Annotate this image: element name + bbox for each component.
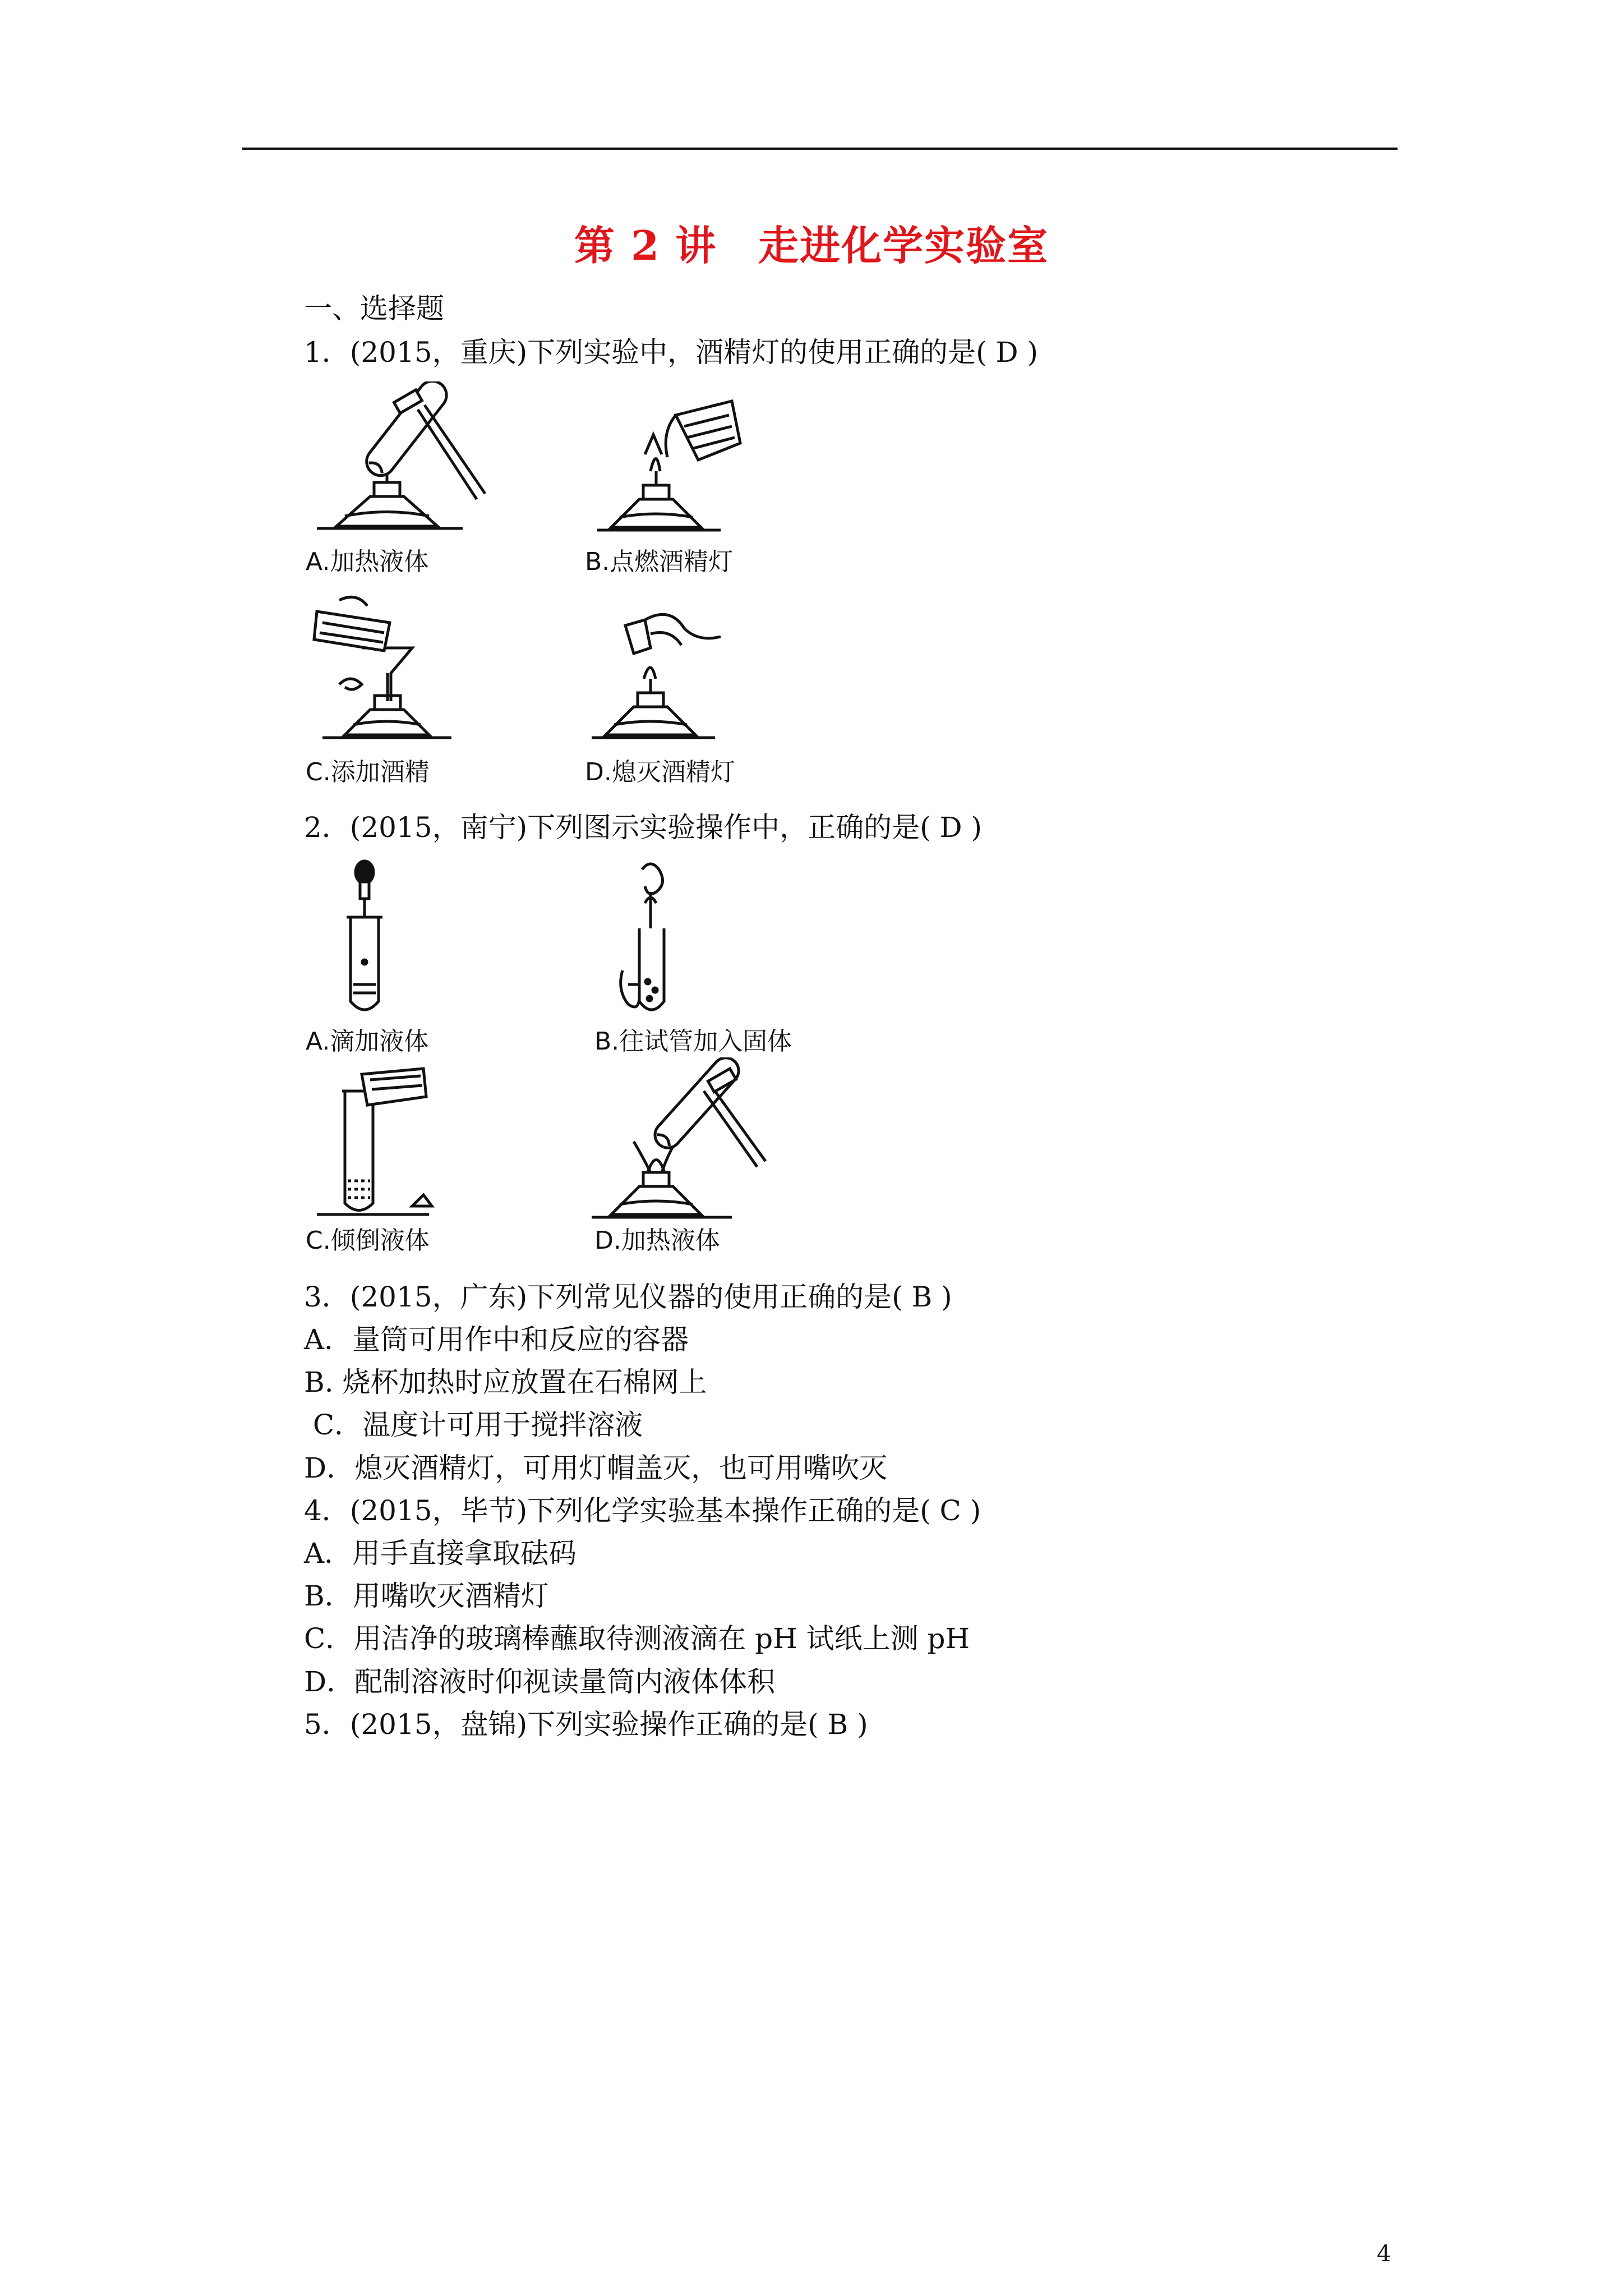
question-4-option-c: C．用洁净的玻璃棒蘸取待测液滴在 pH 试纸上测 pH	[304, 1622, 970, 1655]
question-1-stem: 1．(2015，重庆)下列实验中，酒精灯的使用正确的是( D )	[304, 336, 1038, 369]
figure-1a-heating-liquid	[306, 381, 496, 539]
question-4-stem: 4．(2015，毕节)下列化学实验基本操作正确的是( C )	[304, 1494, 981, 1527]
question-3-option-c: C．温度计可用于搅拌溶液	[304, 1409, 643, 1441]
question-3-option-b: B. 烧杯加热时应放置在石棉网上	[304, 1366, 707, 1398]
question-4-option-a: A．用手直接拿取砝码	[304, 1537, 577, 1570]
question-4-option-b: B．用嘴吹灭酒精灯	[304, 1580, 549, 1612]
figure-2c-pouring-liquid	[311, 1066, 440, 1223]
section-heading: 一、选择题	[304, 292, 444, 325]
question-1-option-b: B.点燃酒精灯	[585, 547, 734, 576]
question-2-option-c: C.倾倒液体	[306, 1226, 430, 1255]
question-1-option-c: C.添加酒精	[306, 758, 430, 786]
figure-2a-dropping-liquid	[331, 858, 398, 1021]
question-2-option-b: B.往试管加入固体	[594, 1027, 792, 1056]
figure-1b-lighting-lamp	[592, 393, 760, 539]
question-3-stem: 3．(2015，广东)下列常见仪器的使用正确的是( B )	[304, 1281, 952, 1313]
header-rule	[242, 148, 1398, 150]
page-number: 4	[1377, 2241, 1391, 2267]
question-1-option-a: A.加热液体	[306, 547, 429, 576]
question-2-option-d: D.加热液体	[594, 1226, 720, 1255]
figure-1c-adding-alcohol	[306, 589, 463, 746]
page-title: 第 2 讲 走进化学实验室	[574, 222, 1049, 269]
question-1-option-d: D.熄灭酒精灯	[585, 758, 735, 786]
question-5-stem: 5．(2015，盘锦)下列实验操作正确的是( B )	[304, 1708, 868, 1741]
question-2-option-a: A.滴加液体	[306, 1027, 429, 1056]
figure-2d-heating-liquid	[586, 1057, 777, 1226]
figure-1d-extinguishing-lamp	[586, 595, 732, 746]
figure-2b-adding-solid	[617, 858, 729, 1021]
question-3-option-a: A．量筒可用作中和反应的容器	[304, 1323, 689, 1356]
question-2-stem: 2．(2015，南宁)下列图示实验操作中，正确的是( D )	[304, 811, 982, 844]
question-3-option-d: D．熄灭酒精灯，可用灯帽盖灭，也可用嘴吹灭	[304, 1452, 888, 1484]
question-4-option-d: D．配制溶液时仰视读量筒内液体体积	[304, 1665, 776, 1698]
